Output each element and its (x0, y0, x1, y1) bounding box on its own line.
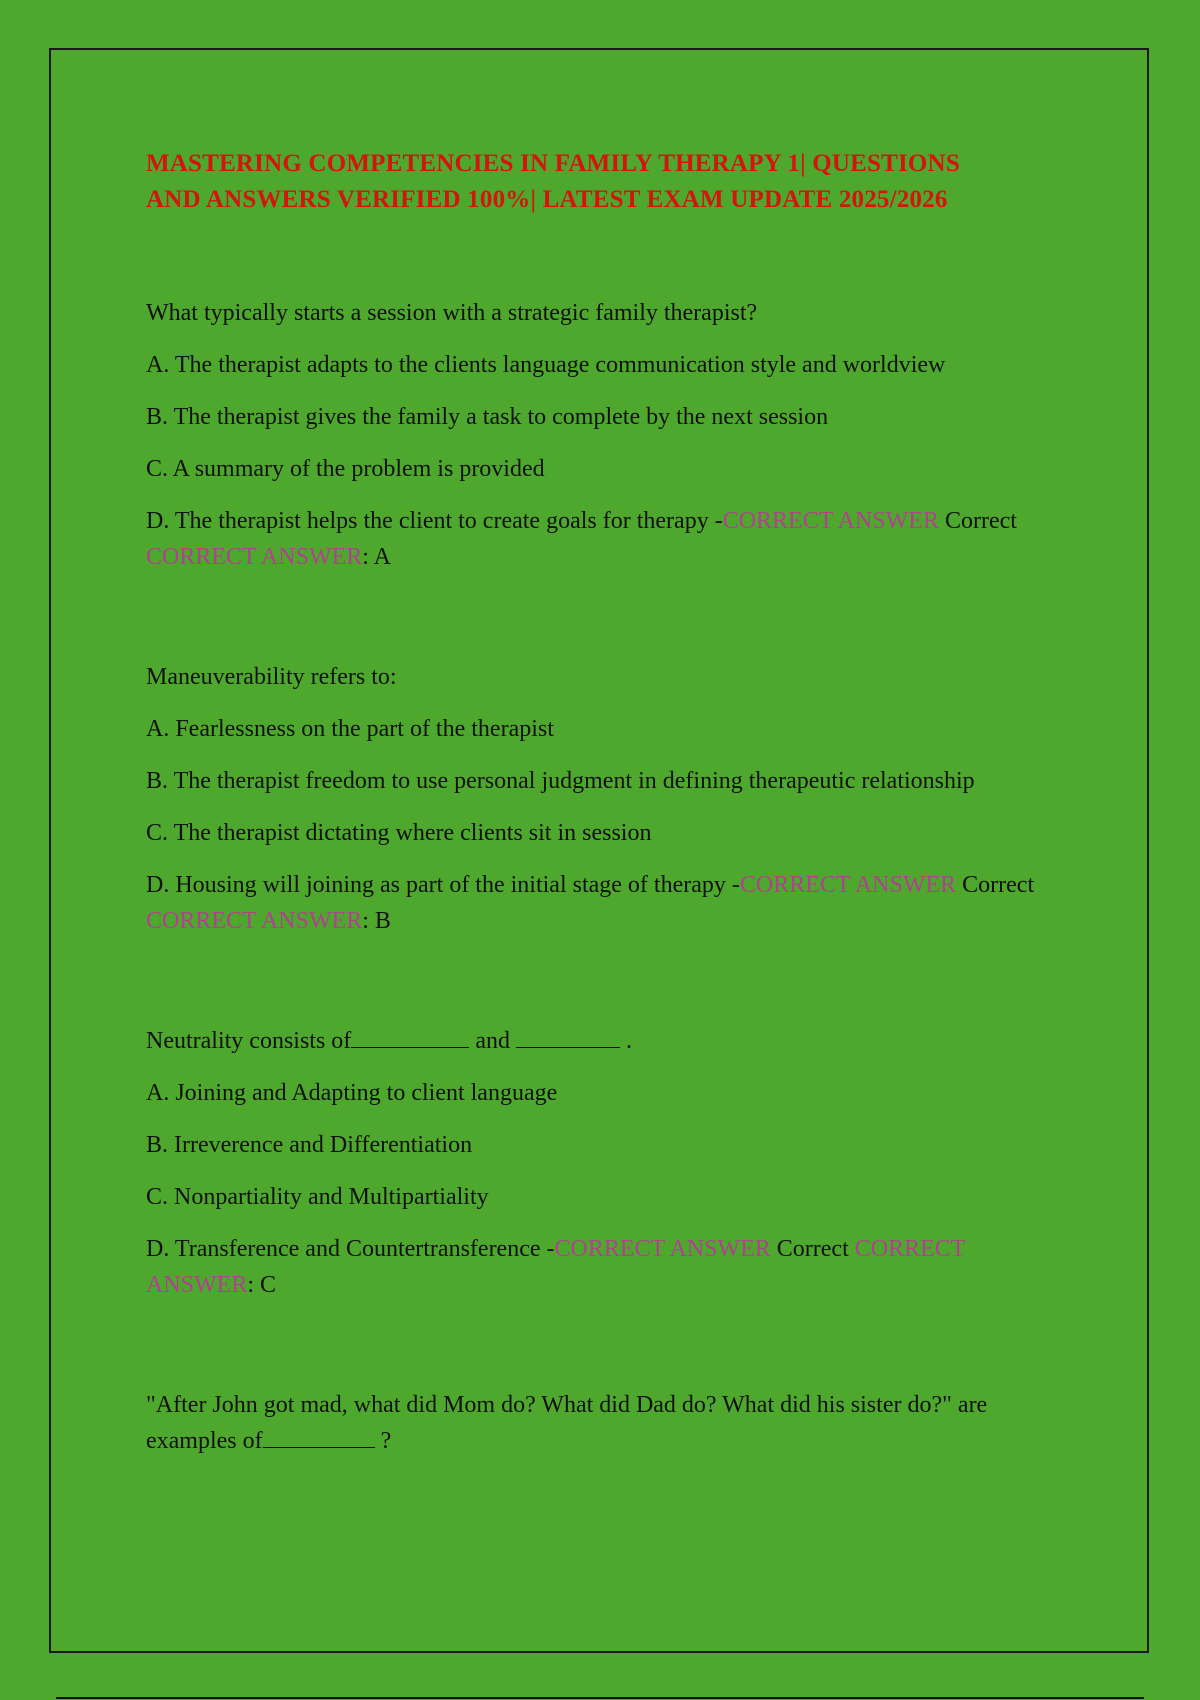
answer-label-2: CORRECT ANSWER (146, 908, 363, 934)
answer-label: CORRECT ANSWER (722, 508, 939, 534)
correct-word: Correct (770, 1236, 855, 1262)
option-d-text: D. Transference and Countertransference - (146, 1236, 555, 1262)
answer-value: : C (247, 1272, 277, 1298)
question-text-part-3: . (619, 1028, 632, 1054)
question-text-part-2: ? (374, 1428, 392, 1454)
bottom-divider (56, 1697, 1144, 1699)
answer-label: CORRECT ANSWER (554, 1236, 771, 1262)
option-d (146, 503, 1066, 575)
question-text (146, 1023, 1066, 1059)
option-d-text: D. The therapist helps the client to create goals for therapy - (146, 508, 723, 534)
option-a: A. Fearlessness on the part of the therapist (146, 716, 554, 742)
option-b: B. The therapist freedom to use personal judgment in defining therapeutic relationship (146, 768, 975, 794)
answer-label-2: CORRECT ANSWER (146, 1236, 965, 1298)
answer-blank (351, 1025, 469, 1048)
question-text-part-2: and (469, 1028, 516, 1054)
document-content (146, 146, 1066, 1459)
question-text: What typically starts a session with a strategic family therapist? (146, 300, 758, 326)
answer-blank (263, 1425, 375, 1448)
option-a: A. The therapist adapts to the clients language communication style and worldview (146, 352, 946, 378)
title-line-1: MASTERING COMPETENCIES IN FAMILY THERAPY 1| QUESTIONS (146, 150, 960, 177)
answer-blank (516, 1025, 620, 1048)
correct-word: Correct (956, 872, 1035, 898)
option-b: B. Irreverence and Differentiation (146, 1132, 473, 1158)
question-4 (146, 1387, 1066, 1459)
question-1 (146, 295, 1066, 575)
answer-label-2: CORRECT ANSWER (146, 544, 363, 570)
option-d (146, 1231, 1066, 1303)
option-b: B. The therapist gives the family a task to complete by the next session (146, 404, 829, 430)
answer-label: CORRECT ANSWER (739, 872, 957, 898)
option-d (146, 867, 1066, 939)
answer-value: : B (362, 908, 391, 934)
option-c: C. The therapist dictating where clients sit in session (146, 820, 652, 846)
option-c: C. Nonpartiality and Multipartiality (146, 1184, 489, 1210)
document-title (146, 146, 1066, 218)
answer-value: : A (362, 544, 391, 570)
question-text-part-1: "After John got mad, what did Mom do? What did Dad do? What did his sister do?" are examples of (146, 1392, 988, 1454)
title-line-2: AND ANSWERS VERIFIED 100%| LATEST EXAM UPDATE 2025/2026 (146, 186, 948, 213)
correct-word: Correct (938, 508, 1017, 534)
question-text-part-1: Neutrality consists of (146, 1028, 352, 1054)
question-text: Maneuverability refers to: (146, 664, 397, 690)
option-a: A. Joining and Adapting to client language (146, 1080, 558, 1106)
question-text (146, 1387, 1066, 1459)
option-c: C. A summary of the problem is provided (146, 456, 545, 482)
question-3 (146, 1023, 1066, 1303)
option-d-text: D. Housing will joining as part of the initial stage of therapy - (146, 872, 740, 898)
question-2 (146, 659, 1066, 939)
